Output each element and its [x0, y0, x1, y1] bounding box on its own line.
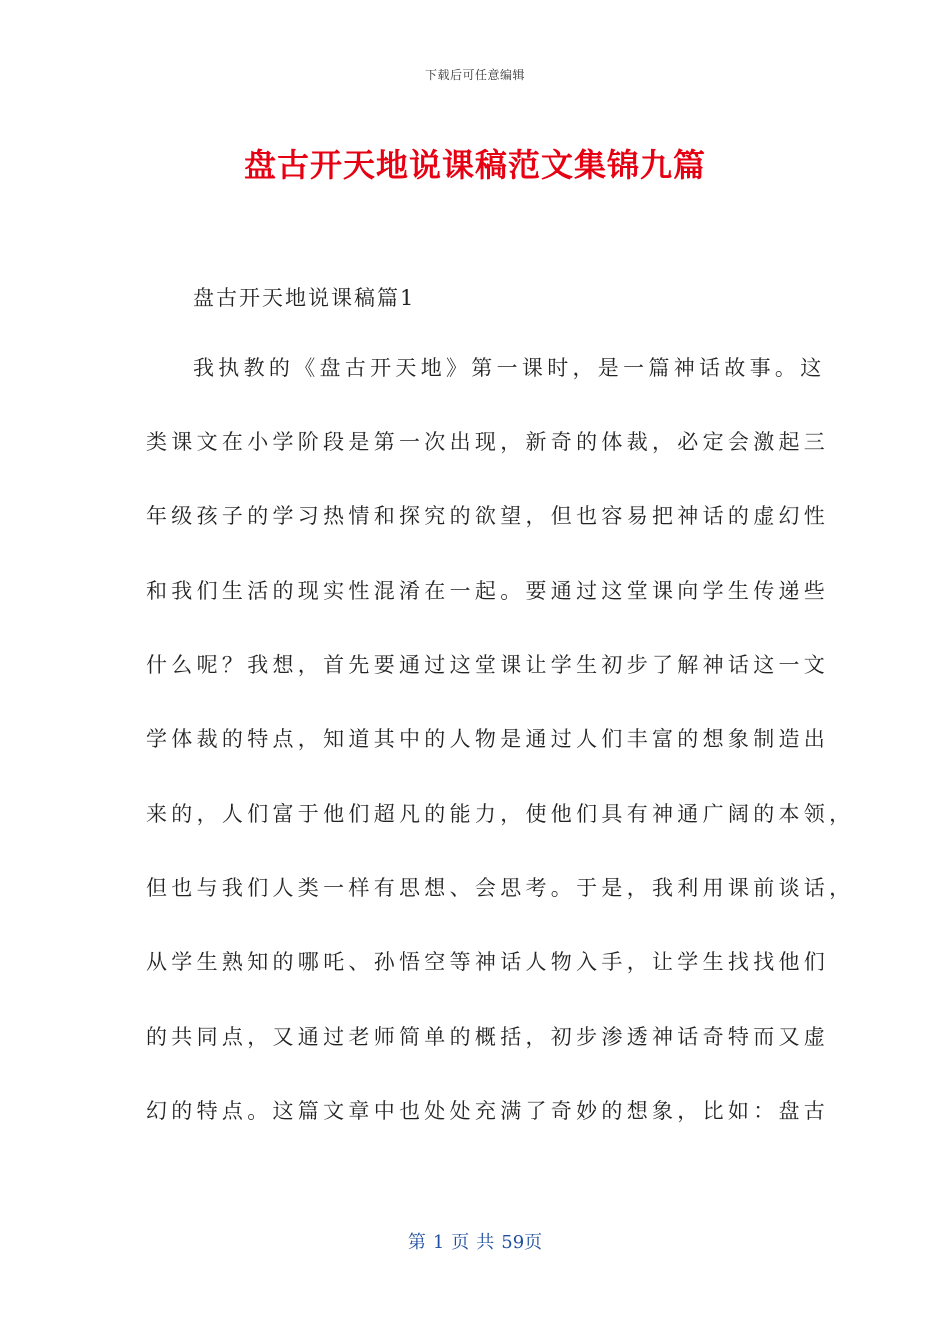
- body-line: 从学生熟知的哪吒、孙悟空等神话人物入手，让学生找找他们: [146, 950, 830, 974]
- body-line: 年级孩子的学习热情和探究的欲望，但也容易把神话的虚幻性: [146, 504, 830, 528]
- body-line: 的共同点，又通过老师简单的概括，初步渗透神话奇特而又虚: [146, 1025, 830, 1049]
- body-line: 和我们生活的现实性混淆在一起。要通过这堂课向学生传递些: [146, 579, 830, 603]
- body-line: 我执教的《盘古开天地》第一课时，是一篇神话故事。这: [193, 356, 826, 380]
- current-page-number: 1: [432, 1232, 445, 1253]
- body-line: 类课文在小学阶段是第一次出现，新奇的体裁，必定会激起三: [146, 430, 830, 454]
- footer-prefix: 第: [407, 1232, 426, 1253]
- total-pages: 59页: [501, 1232, 543, 1253]
- page-footer: [0, 1228, 950, 1254]
- body-line: 学体裁的特点，知道其中的人物是通过人们丰富的想象制造出: [146, 727, 830, 751]
- footer-total-word: 共: [476, 1232, 495, 1253]
- footer-page-word: 页: [451, 1232, 470, 1253]
- header-note: 下载后可任意编辑: [424, 68, 525, 82]
- section-heading: 盘古开天地说课稿篇1: [193, 286, 416, 310]
- document-title: 盘古开天地说课稿范文集锦九篇: [243, 146, 706, 184]
- body-line: 幻的特点。这篇文章中也处处充满了奇妙的想象，比如：盘古: [146, 1099, 830, 1123]
- body-line: 但也与我们人类一样有思想、会思考。于是，我利用课前谈话，: [146, 876, 855, 900]
- body-line: 来的，人们富于他们超凡的能力，使他们具有神通广阔的本领，: [146, 802, 855, 826]
- body-line: 什么呢？我想，首先要通过这堂课让学生初步了解神话这一文: [146, 653, 830, 677]
